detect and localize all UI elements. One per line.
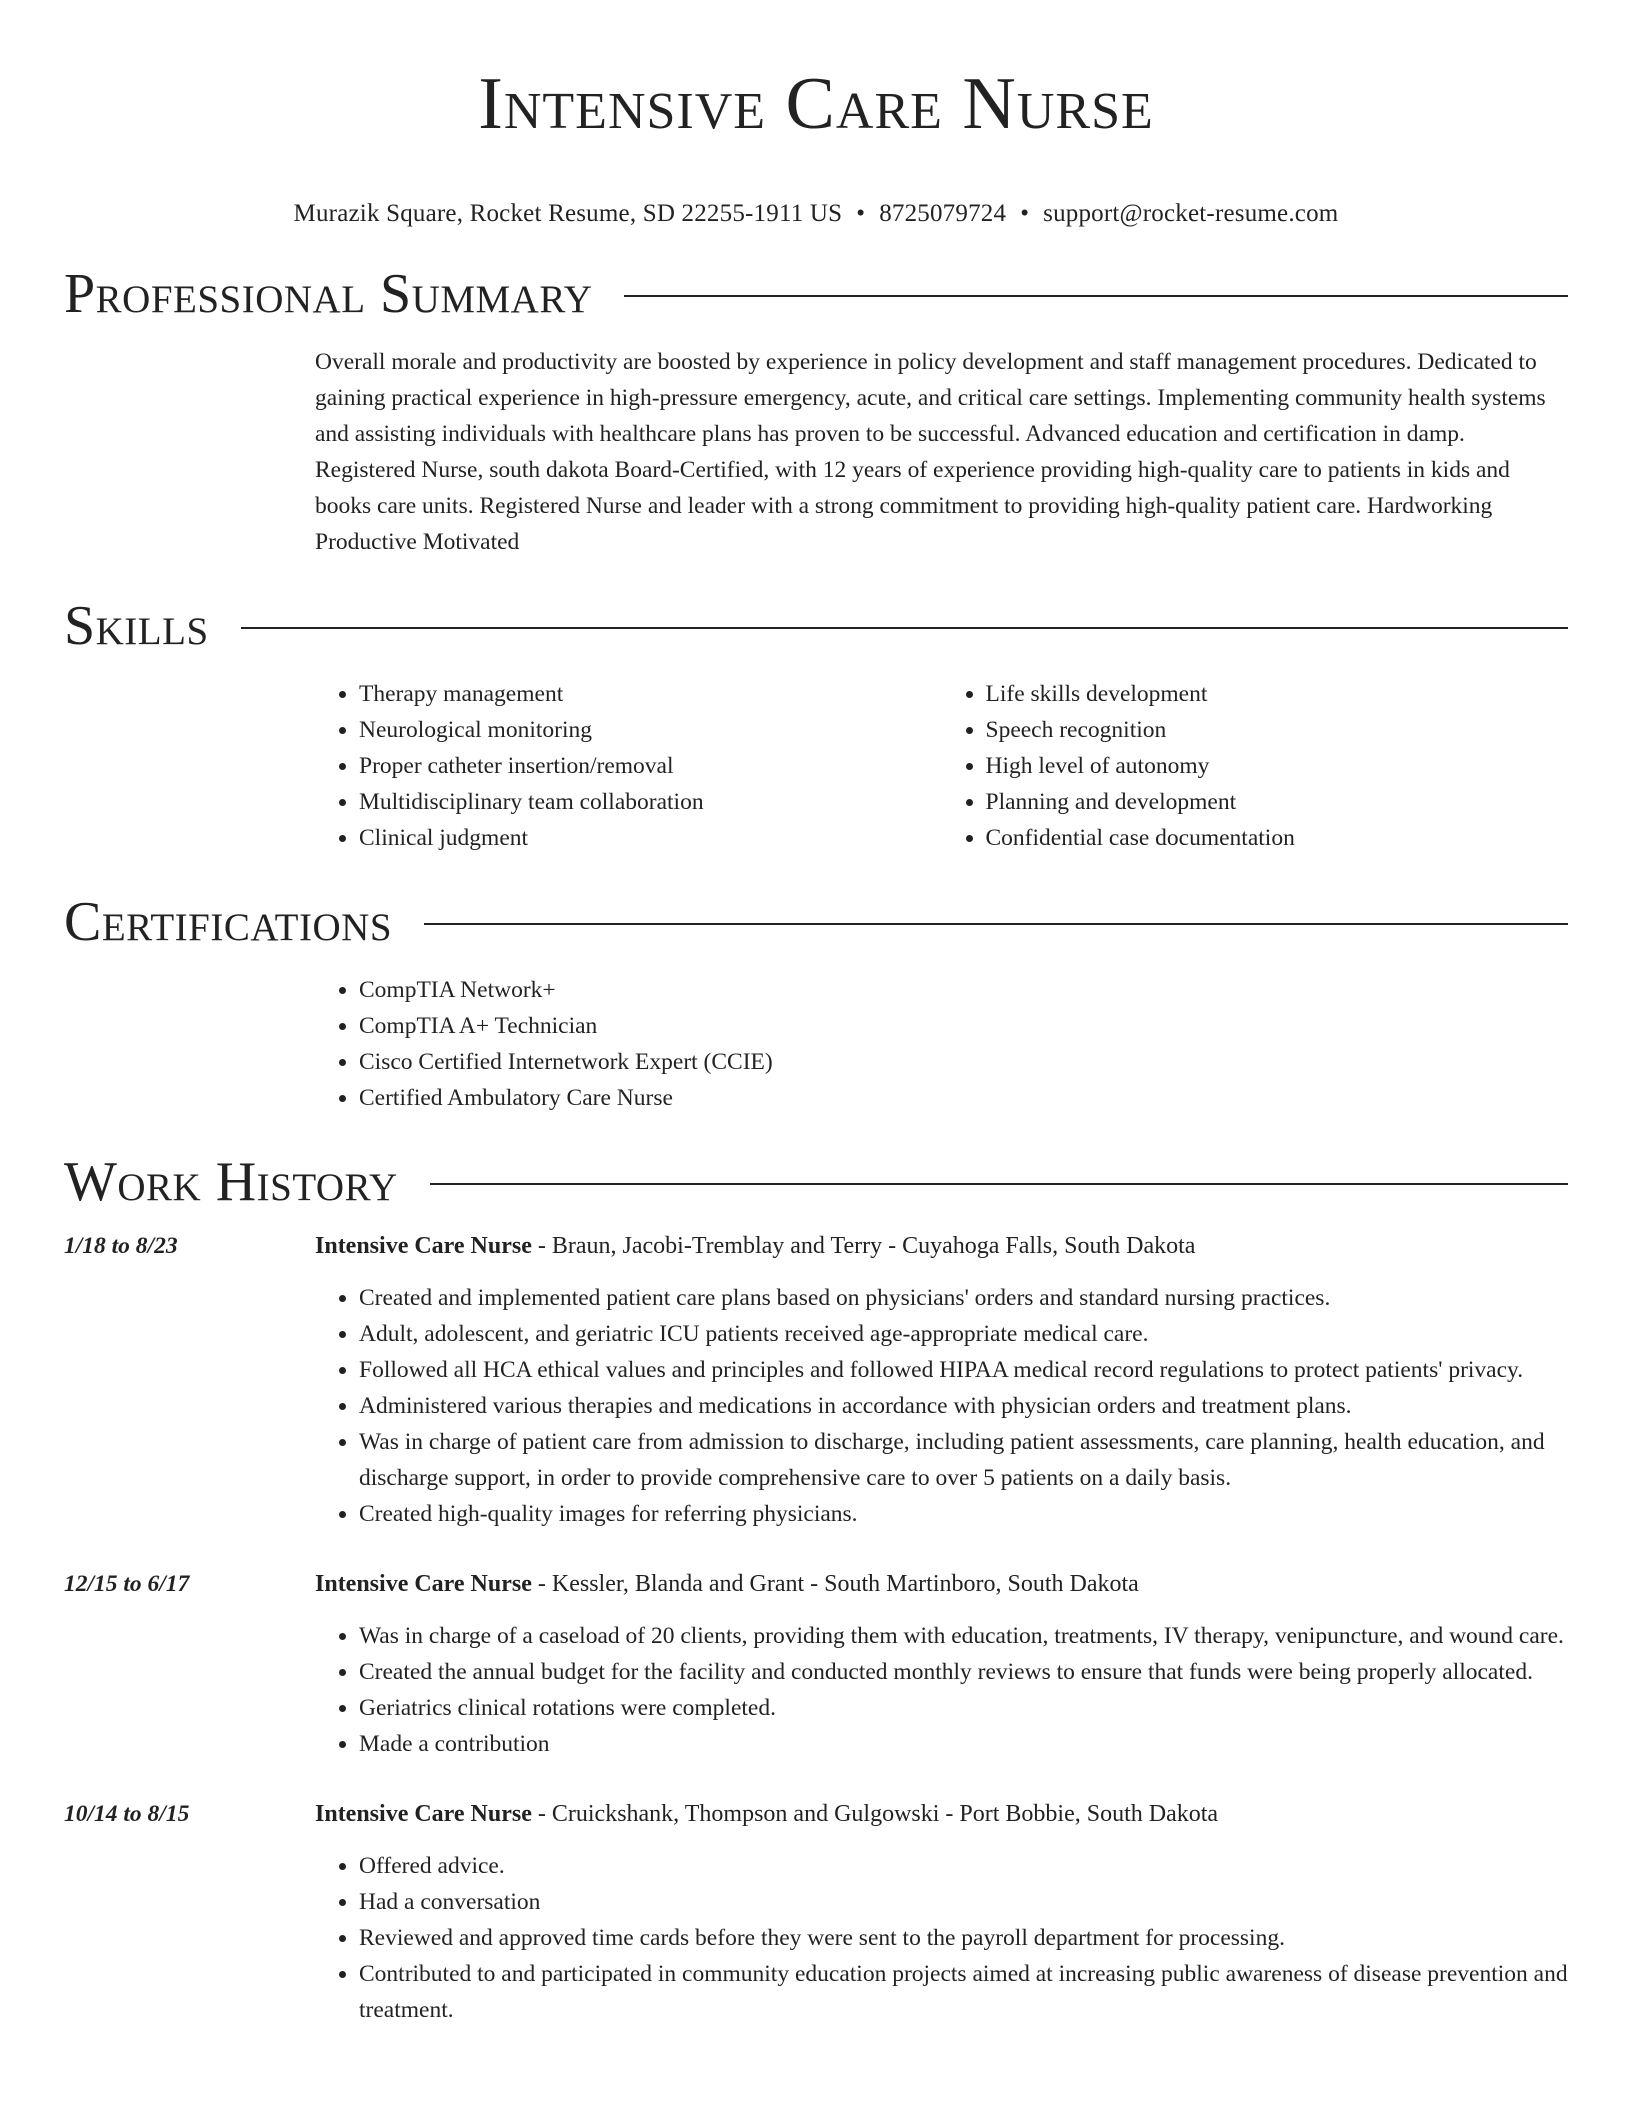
skill-item: • Clinical judgment (359, 820, 942, 856)
summary-text: Overall morale and productivity are boosted by experience in policy development and staff management procedures. Dedicated to gaining practical experience in high-pressure emergency, acute, and critical care settings. Implementing community health systems and assisting individuals with healthcare plans has proven to be successful. Advanced education and certification in damp. Registered Nurse, south dakota Board-Certified, with 12 years of experience providing high-quality care to patients in kids and books care units. Registered Nurse and leader with a strong commitment to providing high-quality patient care. Hardworking Productive Motivated (315, 348, 1546, 555)
job-employer-location: - Braun, Jacobi-Tremblay and Terry - Cuyahoga Falls, South Dakota (531, 1232, 1196, 1259)
section-header-certifications (64, 890, 1568, 954)
section-divider (424, 923, 1568, 925)
job-duties (315, 1280, 1568, 1532)
job-dates: 10/14 to 8/15 (64, 1800, 190, 1827)
job-duty-item: • Was in charge of patient care from admission to discharge, including patient assessments, care planning, health education, and discharge support, in order to provide comprehensive care to over 5 patients on a daily basis. (359, 1424, 1568, 1496)
job-employer-location: - Kessler, Blanda and Grant - South Martinboro, South Dakota (531, 1570, 1139, 1597)
certification-item: • Cisco Certified Internetwork Expert (CCIE) (359, 1044, 1568, 1080)
section-title-skills: Skills (64, 594, 209, 657)
skills-column-right (942, 676, 1569, 856)
job-duty-item: • Contributed to and participated in community education projects aimed at increasing public awareness of disease prevention and treatment. (359, 1956, 1568, 2028)
certification-item: • CompTIA Network+ (359, 972, 1568, 1008)
job-duty-item: • Created high-quality images for referring physicians. (359, 1496, 1568, 1532)
job-duty-item: • Had a conversation (359, 1884, 1568, 1920)
section-title-certifications: Certifications (64, 890, 393, 953)
section-title-work-history: Work History (64, 1150, 398, 1213)
job-body (315, 1228, 1568, 1532)
job-entry (64, 1566, 1568, 1762)
skill-item: • Confidential case documentation (986, 820, 1569, 856)
job-duty-item: • Adult, adolescent, and geriatric ICU patients received age-appropriate medical care. (359, 1316, 1568, 1352)
job-employer-location: - Cruickshank, Thompson and Gulgowski - Port Bobbie, South Dakota (531, 1800, 1219, 1827)
section-header-work-history (64, 1150, 1568, 1214)
skill-item: • Life skills development (986, 676, 1569, 712)
contact-address: Murazik Square, Rocket Resume, SD 22255-1911 US (293, 199, 843, 227)
skill-item: • Multidisciplinary team collaboration (359, 784, 942, 820)
contact-separator: • (856, 199, 866, 227)
section-divider (430, 1183, 1568, 1185)
section-header-skills (64, 594, 1568, 658)
job-duty-item: • Was in charge of a caseload of 20 clients, providing them with education, treatments, IV therapy, venipuncture, and wound care. (359, 1618, 1568, 1654)
section-title-summary: Professional Summary (64, 262, 593, 325)
job-entry (64, 1228, 1568, 1532)
job-duty-item: • Reviewed and approved time cards before they were sent to the payroll department for processing. (359, 1920, 1568, 1956)
section-divider (241, 627, 1568, 629)
job-entry (64, 1796, 1568, 2028)
job-body (315, 1566, 1568, 1762)
contact-phone: 8725079724 (879, 199, 1007, 227)
job-duty-item: • Created the annual budget for the facility and conducted monthly reviews to ensure that funds were being properly allocated. (359, 1654, 1568, 1690)
skills-list (315, 676, 1568, 856)
skill-item: • High level of autonomy (986, 748, 1569, 784)
job-title: Intensive Care Nurse (315, 1570, 532, 1597)
certifications-list (315, 972, 1568, 1116)
skills-column-left (315, 676, 942, 856)
certification-item: • Certified Ambulatory Care Nurse (359, 1080, 1568, 1116)
skill-item: • Proper catheter insertion/removal (359, 748, 942, 784)
contact-line (64, 196, 1568, 232)
job-heading (315, 1228, 1568, 1264)
skill-item: • Neurological monitoring (359, 712, 942, 748)
skill-item: • Therapy management (359, 676, 942, 712)
contact-separator: • (1020, 199, 1030, 227)
skill-item: • Speech recognition (986, 712, 1569, 748)
resume-page (64, 0, 1568, 2028)
job-duty-item: • Administered various therapies and medications in accordance with physician orders and treatment plans. (359, 1388, 1568, 1424)
job-duty-item: • Offered advice. (359, 1848, 1568, 1884)
resume-title: Intensive Care Nurse (478, 63, 1154, 145)
job-duty-item: • Geriatrics clinical rotations were completed. (359, 1690, 1568, 1726)
job-title: Intensive Care Nurse (315, 1800, 532, 1827)
job-duty-item: • Followed all HCA ethical values and principles and followed HIPAA medical record regulations to protect patients' privacy. (359, 1352, 1568, 1388)
job-duties (315, 1618, 1568, 1762)
job-heading (315, 1796, 1568, 1832)
section-divider (624, 295, 1568, 297)
job-dates: 12/15 to 6/17 (64, 1570, 190, 1597)
job-duties (315, 1848, 1568, 2028)
skill-item: • Planning and development (986, 784, 1569, 820)
section-header-summary (64, 262, 1568, 326)
certification-item: • CompTIA A+ Technician (359, 1008, 1568, 1044)
job-title: Intensive Care Nurse (315, 1232, 532, 1259)
job-duty-item: • Made a contribution (359, 1726, 1568, 1762)
job-body (315, 1796, 1568, 2028)
job-heading (315, 1566, 1568, 1602)
job-duty-item: • Created and implemented patient care plans based on physicians' orders and standard nursing practices. (359, 1280, 1568, 1316)
job-dates: 1/18 to 8/23 (64, 1232, 178, 1259)
contact-email: support@rocket-resume.com (1043, 199, 1339, 227)
